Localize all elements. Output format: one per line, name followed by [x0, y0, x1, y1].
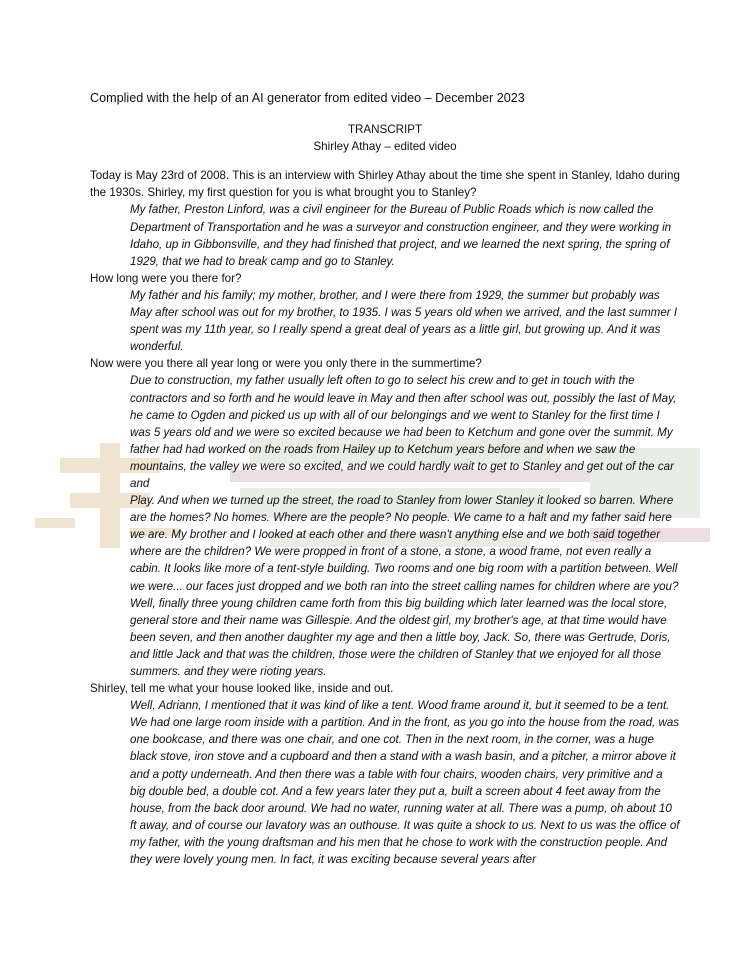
- question-4: Shirley, tell me what your house looked like, inside and out.: [90, 682, 394, 696]
- question-2: How long were you there for?: [90, 271, 242, 285]
- answer-1: My father, Preston Linford, was a civil engineer for the Bureau of Public Roads which is now called the Department of Transportation and he was a surveyor and construction engineer, and they were working in Idaho, up in Gibbonsville, and they had finished that project, and we learned the next spring, the spring of 1929, that we had to break camp and go to Stanley.: [130, 203, 672, 268]
- question-1: Today is May 23rd of 2008. This is an interview with Shirley Athay about the time she spent in Stanley, Idaho during the 1930s. Shirley, my first question for you is what brought you to Stanley?: [90, 169, 680, 200]
- transcript-subheading: Shirley Athay – edited video: [313, 140, 457, 154]
- transcript-content: [90, 90, 680, 868]
- question-3: Now were you there all year long or were you only there in the summertime?: [90, 357, 482, 371]
- transcript-heading: TRANSCRIPT: [347, 123, 423, 137]
- answer-3b: Play. And when we turned up the street, the road to Stanley from lower Stanley it looked so barren. Where are the homes? No homes. Where are the people? No people. We came to a halt and my father said here we are. My brother and I looked at each other and there wasn't anything else and we both said together where are the children? We were propped in front of a stone, a stone, a wood frame, not even really a cabin. It looks like more of a tent-style building. Two rooms and one big room with a partition between. Well we were... our faces just dropped and we both ran into the street calling names for children where are you? Well, finally three young children came forth from this big building which later learned was the local store, general store and their name was Gillespie. And the oldest girl, my brother's age, at that time would have been seven, and then another daughter my age and then a little boy, Jack. So, there was Gertrude, Doris, and little Jack and that was the children, those were the children of Stanley that we enjoyed for all those summers. and they were rioting years.: [130, 494, 679, 678]
- answer-2: My father and his family; my mother, brother, and I were there from 1929, the summer but probably was May after school was out for my brother, to 1935. I was 5 years old when we arrived, and the last summer I spent was my 11th year, so I really spend a great deal of years as a little girl, but growing up. And it was wonderful.: [130, 288, 678, 354]
- compiled-note: Complied with the help of an AI generator from edited video – December 2023: [90, 91, 525, 105]
- answer-3a: Due to construction, my father usually left often to go to select his crew and to get in touch with the contractors and so forth and he would leave in May and then after school was out, possibly the last of May, he came to Ogden and picked us up with all of our belongings and we went to Stanley for the first time I was 5 years old and we were so excited because we had been to Ketchum and gone over the summit. My father had had worked on the roads from Hailey up to Ketchum years before and when we saw the mountains, the valley we were so excited, and we could hardly wait to get to Stanley and get out of the car and: [130, 374, 677, 490]
- answer-4: Well, Adriann, I mentioned that it was kind of like a tent. Wood frame around it, but it seemed to be a tent. We had one large room inside with a partition. And in the front, as you go into the house from the road, was one bookcase, and there was one chair, and one cot. Then in the next room, in the corner, was a huge black stove, iron stove and a cupboard and then a stand with a wash basin, and a pitcher, a mirror above it and a potty underneath. And then there was a table with four chairs, wooden chairs, very primitive and a big double bed, a double cot. And a few years later they put a, built a screen about 4 feet away from the house, from the back door around. We had no water, running water at all. There was a pump, oh about 10 ft away, and of course our lavatory was an outhouse. It was quite a shock to us. Next to us was the office of my father, with the young draftsman and his men that he chose to work with the construction people. And they were lovely young men. In fact, it was exciting because several years after: [130, 699, 680, 867]
